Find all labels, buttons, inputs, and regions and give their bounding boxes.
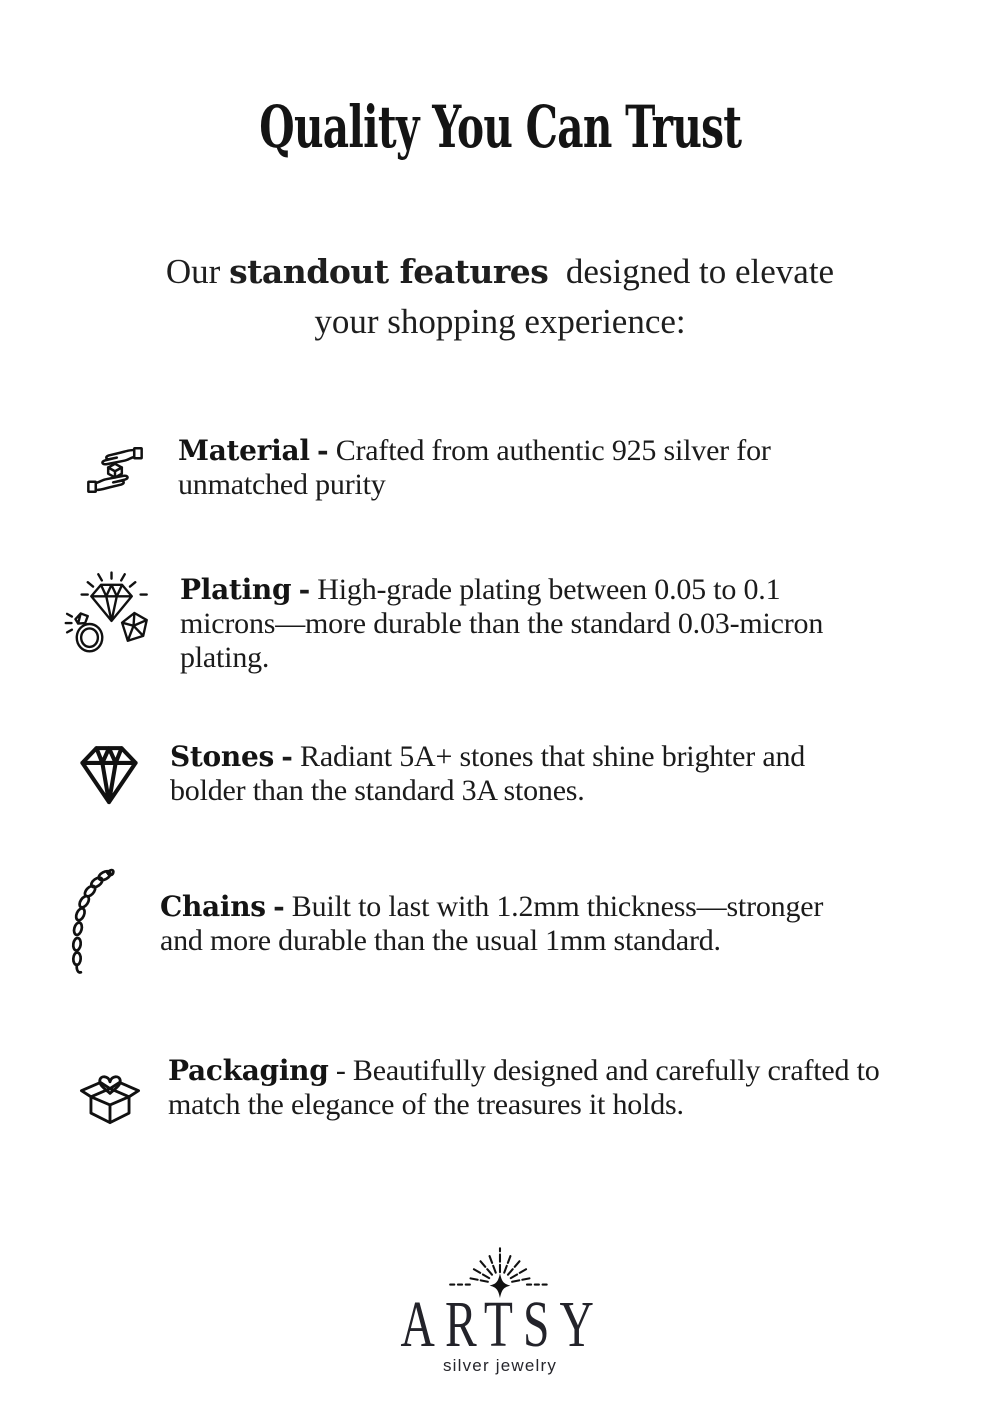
feature-chains-separator: - <box>273 890 285 923</box>
feature-packaging <box>168 1054 908 1122</box>
page-title-text: Quality You Can Trust <box>258 93 742 161</box>
subtitle-post: designed to elevate your shopping experience: <box>314 252 843 341</box>
subtitle <box>150 247 850 347</box>
feature-plating <box>180 573 865 675</box>
diamond-icon <box>72 740 146 808</box>
page-title <box>0 93 1000 161</box>
feature-plating-desc: High-grade plating between 0.05 to 0.1 microns—more durable than the standard 0.03-micron plating. <box>180 573 824 674</box>
feature-chains-desc: Built to last with 1.2mm thickness—stronger and more durable than the usual 1mm standard. <box>160 890 824 957</box>
feature-packaging-label: Packaging <box>168 1054 329 1087</box>
feature-material-label: Material <box>178 434 310 467</box>
feature-material-desc: Crafted from authentic 925 silver for unmatched purity <box>178 434 771 501</box>
gift-box-heart-icon <box>76 1048 144 1136</box>
feature-stones-label: Stones <box>170 740 274 773</box>
brand-name <box>0 1288 1000 1361</box>
ring-and-gems-sparkle-icon <box>64 568 152 658</box>
feature-packaging-desc: Beautifully designed and carefully crafted to match the elegance of the treasures it holds. <box>168 1054 880 1121</box>
subtitle-pre: Our <box>165 252 230 291</box>
brand-tagline: silver jewelry <box>442 1356 558 1375</box>
brand-name-text: ARTSY <box>400 1288 605 1361</box>
feature-chains-label: Chains <box>160 890 266 923</box>
subtitle-highlight: standout features <box>229 252 549 291</box>
feature-material <box>178 434 863 502</box>
feature-plating-separator: - <box>298 573 310 606</box>
feature-stones-desc: Radiant 5A+ stones that shine brighter and bolder than the standard 3A stones. <box>170 740 806 807</box>
feature-chains <box>160 890 850 958</box>
feature-packaging-separator: - <box>335 1054 346 1087</box>
feature-material-separator: - <box>316 434 329 467</box>
feature-stones-separator: - <box>281 740 293 773</box>
chain-icon <box>62 866 120 980</box>
feature-plating-label: Plating <box>180 573 292 606</box>
hands-holding-cube-icon <box>84 438 146 502</box>
feature-stones <box>170 740 870 808</box>
